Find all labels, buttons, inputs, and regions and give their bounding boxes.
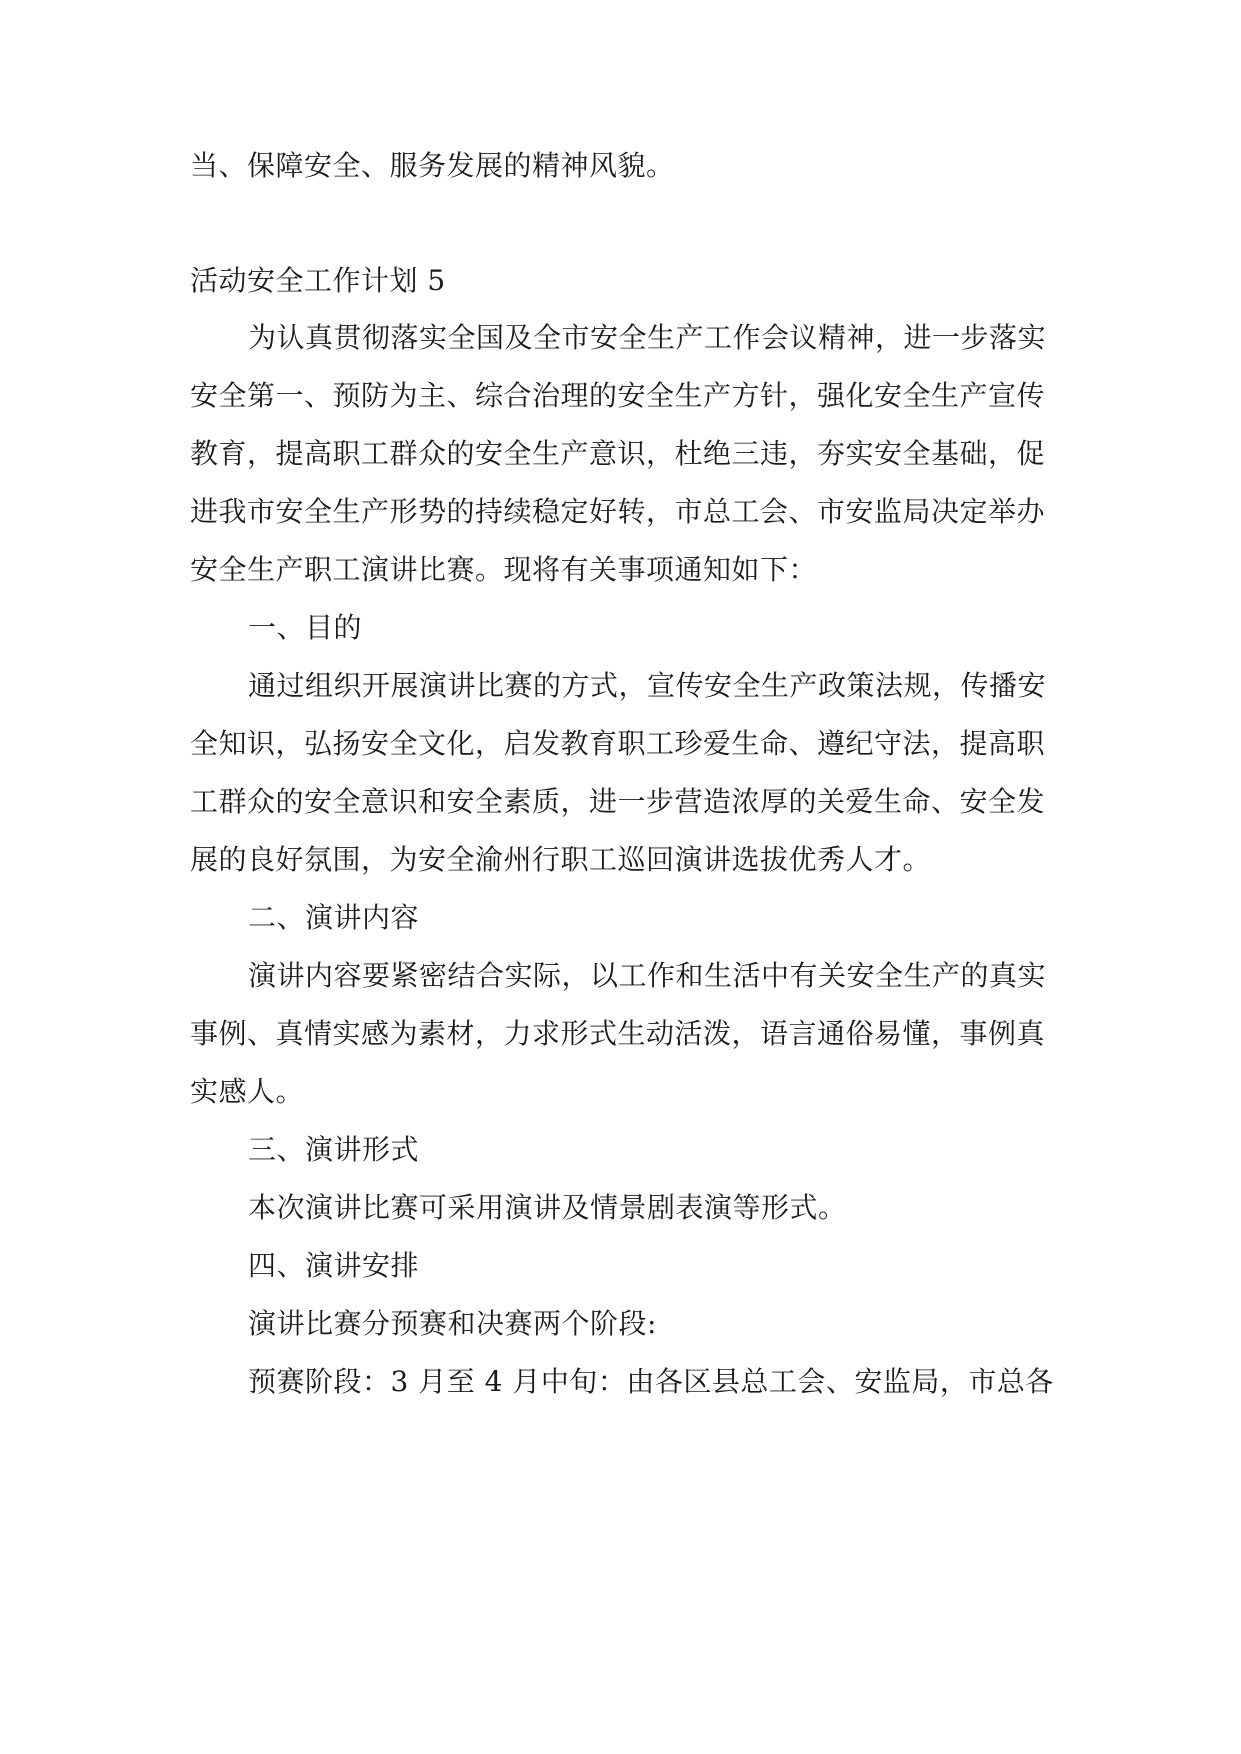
paragraph-line: 全知识，弘扬安全文化，启发教育职工珍爱生命、遵纪守法，提高职 [190,727,1046,760]
paragraph-line: 为认真贯彻落实全国及全市安全生产工作会议精神，进一步落实 [248,321,1047,354]
paragraph-line: 安全第一、预防为主、综合治理的安全生产方针，强化安全生产宣传 [190,379,1046,412]
section-title: 活动安全工作计划 5 [190,264,446,297]
heading-purpose: 一、目的 [248,611,363,644]
heading-schedule: 四、演讲安排 [248,1249,420,1282]
paragraph-line: 事例、真情实感为素材，力求形式生动活泼，语言通俗易懂，事例真 [190,1017,1046,1050]
heading-format: 三、演讲形式 [248,1133,420,1166]
paragraph-line: 展的良好氛围，为安全渝州行职工巡回演讲选拔优秀人才。 [190,843,932,876]
heading-content: 二、演讲内容 [248,901,420,934]
paragraph-line: 进我市安全生产形势的持续稳定好转，市总工会、市安监局决定举办 [190,495,1046,528]
paragraph-line: 当、保障安全、服务发展的精神风貌。 [190,149,675,182]
paragraph-line: 本次演讲比赛可采用演讲及情景剧表演等形式。 [248,1191,847,1224]
paragraph-line: 演讲内容要紧密结合实际，以工作和生活中有关安全生产的真实 [248,959,1047,992]
paragraph-line: 教育，提高职工群众的安全生产意识，杜绝三违，夯实安全基础，促 [190,437,1046,470]
paragraph-line: 预赛阶段：3 月至 4 月中旬：由各区县总工会、安监局，市总各 [248,1365,1054,1398]
paragraph-line: 演讲比赛分预赛和决赛两个阶段: [248,1307,657,1340]
paragraph-line: 安全生产职工演讲比赛。现将有关事项通知如下： [190,553,818,586]
paragraph-line: 通过组织开展演讲比赛的方式，宣传安全生产政策法规，传播安 [248,669,1047,702]
paragraph-line: 实感人。 [190,1075,305,1108]
paragraph-line: 工群众的安全意识和安全素质，进一步营造浓厚的关爱生命、安全发 [190,785,1046,818]
